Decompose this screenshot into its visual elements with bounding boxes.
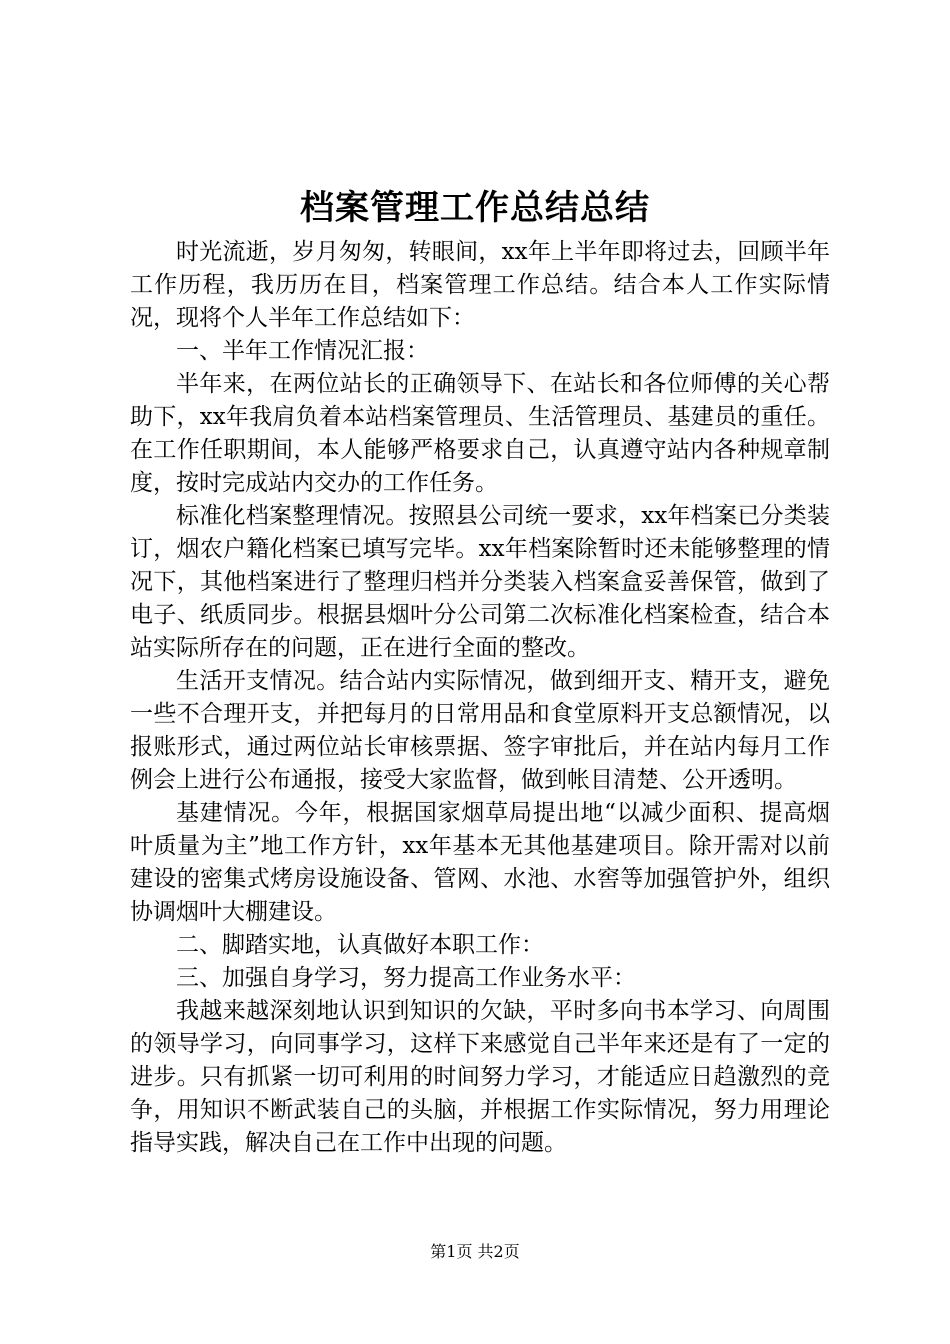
paragraph-archives: 标准化档案整理情况。按照县公司统一要求，xx年档案已分类装订，烟农户籍化档案已填写完毕。xx年档案除暂时还未能够整理的情况下，其他档案进行了整理归档并分类装入档案盒妥善保管，做到了电子、纸质同步。根据县烟叶分公司第二次标准化档案检查，结合本站实际所存在的问题，正在进行全面的整改。 bbox=[130, 503, 830, 661]
section-heading-2: 二、脚踏实地，认真做好本职工作： bbox=[176, 932, 544, 958]
paragraph-intro: 时光流逝，岁月匆匆，转眼间，xx年上半年即将过去，回顾半年工作历程，我历历在目，档案管理工作总结。结合本人工作实际情况，现将个人半年工作总结如下： bbox=[130, 239, 830, 331]
section-heading-3: 三、加强自身学习，努力提高工作业务水平： bbox=[176, 965, 636, 991]
paragraph-expenses: 生活开支情况。结合站内实际情况，做到细开支、精开支，避免一些不合理开支，并把每月的日常用品和食堂原料开支总额情况，以报账形式，通过两位站长审核票据、签字审批后，并在站内每月工作例会上进行公布通报，接受大家监督，做到帐目清楚、公开透明。 bbox=[130, 668, 830, 793]
paragraph-learning: 我越来越深刻地认识到知识的欠缺，平时多向书本学习、向周围的领导学习，向同事学习，这样下来感觉自己半年来还是有了一定的进步。只有抓紧一切可利用的时间努力学习，才能适应日趋激烈的竞争，用知识不断武装自己的头脑，并根据工作实际情况，努力用理论指导实践，解决自己在工作中出现的问题。 bbox=[130, 998, 830, 1156]
paragraph-construction: 基建情况。今年，根据国家烟草局提出地“以减少面积、提高烟叶质量为主”地工作方针，xx年基本无其他基建项目。除开需对以前建设的密集式烤房设施设备、管网、水池、水窖等加强管护外，组织协调烟叶大棚建设。 bbox=[130, 800, 830, 925]
page-number-footer: 第1页 共2页 bbox=[430, 1242, 520, 1261]
section-heading-1: 一、半年工作情况汇报： bbox=[176, 338, 429, 364]
document-body bbox=[130, 236, 830, 1160]
paragraph-overview: 半年来，在两位站长的正确领导下、在站长和各位师傅的关心帮助下，xx年我肩负着本站档案管理员、生活管理员、基建员的重任。在工作任职期间，本人能够严格要求自己，认真遵守站内各种规章制度，按时完成站内交办的工作任务。 bbox=[130, 371, 830, 496]
document-title: 档案管理工作总结总结 bbox=[300, 188, 650, 228]
